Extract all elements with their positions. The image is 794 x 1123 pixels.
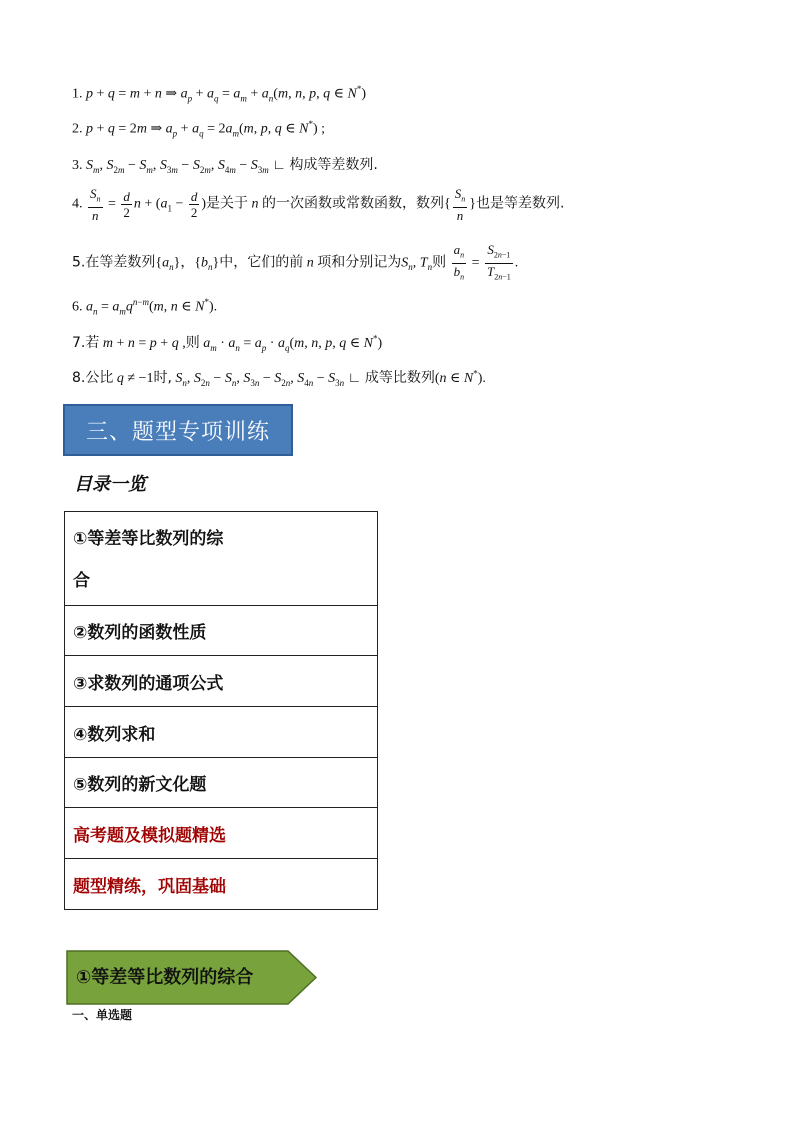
toc-row-3[interactable] bbox=[65, 656, 378, 707]
toc-table bbox=[64, 511, 378, 910]
formula-8-text-c: 成等比数列 bbox=[364, 370, 435, 386]
formula-2: 2. p + q = 2m ⇒ $a_p + a_q = 2a_m(m$, p, q ∈ N*) ; bbox=[72, 119, 326, 139]
formula-5-text-c: 项和分别记为 bbox=[317, 254, 402, 271]
formula-7: 7.若 m + n = p + q ,则 $a_m \cdot a_n = a_p \cdot a_q(m$, n, p, q ∈ N*) bbox=[72, 333, 383, 353]
formula-1: 1. p + q = m + n ⇒ $a_p + a_q = a_m + a_n(m$, n, p, q ∈ N*) bbox=[72, 84, 366, 104]
toc-row-1[interactable] bbox=[65, 512, 378, 606]
formula-5-text-b: 中，它们的前 bbox=[219, 254, 304, 271]
formula-5: 5.在等差数列$\{a_n\}$，$\{b_n\}$中，它们的前 n 项和分别记为$S_n$, $T_n$则 $\frac{a_n}{b_n}$ = $\frac{S_{2n-1}}{T_{2n-1}}$ . bbox=[72, 242, 519, 282]
formula-8-text-a: 8.公比 bbox=[72, 370, 114, 386]
formula-7-text-a: 7.若 bbox=[72, 335, 100, 351]
toc-item-7[interactable]: 题型精练，巩固基础 bbox=[65, 859, 378, 910]
toc-row-7[interactable] bbox=[65, 859, 378, 910]
formula-5-text-d: 则 bbox=[432, 254, 447, 271]
formula-3-text: 构成等差数列. bbox=[289, 157, 378, 173]
formula-3: 3. $S_m$, $S_{2m} - S_m$, $S_{3m} - S_{2m}$, $S_{4m} - S_{3m}$ ∟ 构成等差数列. bbox=[72, 157, 378, 175]
formula-4: 4. $\frac{S_n}{n}$ = $\frac{d}{2}$ $n + (a_1$ − $\frac{d}{2}$ )是关于 n 的一次函数或常数函数，数列{ $\frac{S_n}{n}$ }也是等差数列. bbox=[72, 186, 565, 223]
topic-banner bbox=[66, 950, 318, 1005]
toc-item-6[interactable]: 高考题及模拟题精选 bbox=[65, 808, 378, 859]
section-title: 三、题型专项训练 bbox=[85, 419, 270, 445]
toc-row-4[interactable] bbox=[65, 707, 378, 758]
toc-item-1-line1: ①等差等比数列的综 bbox=[73, 528, 224, 549]
toc-item-2[interactable]: ②数列的函数性质 bbox=[65, 606, 378, 656]
formula-7-text-b: 则 bbox=[185, 335, 200, 351]
formula-4-text-b: 的一次函数或常数函数，数列 bbox=[262, 195, 445, 212]
toc-item-3[interactable]: ③求数列的通项公式 bbox=[65, 656, 378, 707]
toc-item-5[interactable]: ⑤数列的新文化题 bbox=[65, 758, 378, 808]
toc-item-1[interactable] bbox=[65, 512, 378, 606]
formula-8: 8.公比 q ≠ −1时, $S_n$, $S_{2n} - S_n$, $S_{3n} - S_{2n}$, $S_{4n} - S_{3n}$ ∟ 成等比数列(n ∈ N*). bbox=[72, 368, 486, 388]
toc-item-1-line2: 合 bbox=[73, 570, 90, 591]
toc-row-5[interactable] bbox=[65, 758, 378, 808]
formula-8-text-b: 时, bbox=[153, 370, 172, 386]
question-type-heading: 一、单选题 bbox=[72, 1008, 133, 1022]
toc-row-6[interactable] bbox=[65, 808, 378, 859]
toc-title: 目录一览 bbox=[74, 474, 146, 495]
topic-banner-label: ①等差等比数列的综合 bbox=[76, 967, 254, 988]
formula-6: 6. $a_n = a_mq^{n-m}(m$, n ∈ N*). bbox=[72, 297, 218, 317]
section-title-box bbox=[63, 404, 293, 456]
toc-item-4[interactable]: ④数列求和 bbox=[65, 707, 378, 758]
formula-4-text-a: 是关于 bbox=[206, 195, 249, 212]
formula-5-text-a: 5.在等差数列 bbox=[72, 254, 156, 271]
formula-4-text-c: 也是等差数列. bbox=[476, 195, 565, 212]
toc-row-2[interactable] bbox=[65, 606, 378, 656]
